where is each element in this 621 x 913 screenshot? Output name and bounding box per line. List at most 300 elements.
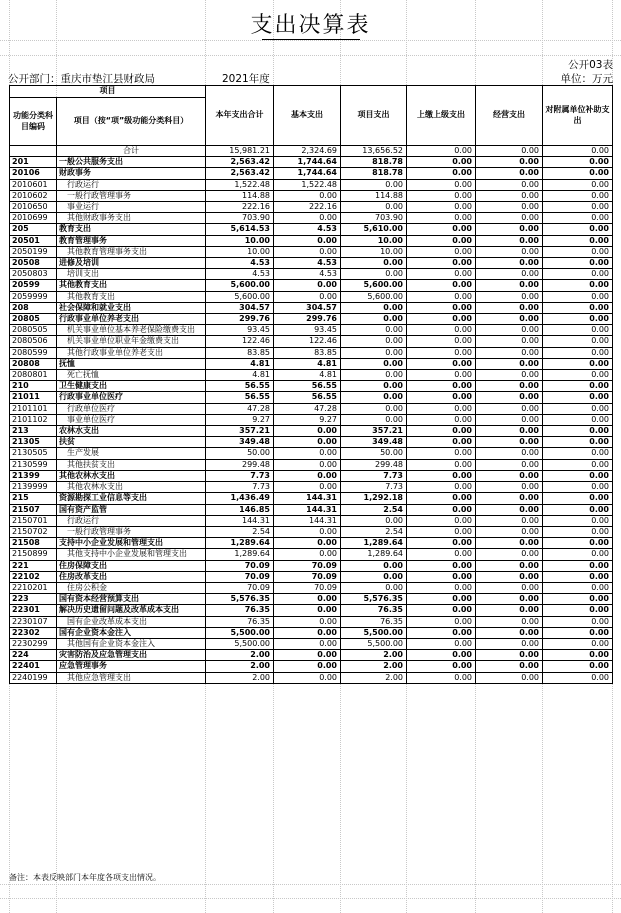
- cell-name: 国有资本经营预算支出: [57, 594, 206, 605]
- cell-value: 2.54: [341, 504, 407, 515]
- cell-value: 0.00: [476, 381, 543, 392]
- cell-code: 2080599: [10, 347, 57, 358]
- table-row: [10, 605, 613, 616]
- cell-value: 0.00: [476, 616, 543, 627]
- cell-name: 其他教育管理事务支出: [57, 246, 206, 257]
- cell-value: 70.09: [206, 582, 274, 593]
- table-row: [10, 370, 613, 381]
- cell-name: 卫生健康支出: [57, 381, 206, 392]
- cell-code: 2150899: [10, 549, 57, 560]
- cell-name: 支持中小企业发展和管理支出: [57, 538, 206, 549]
- cell-value: 1,289.64: [206, 538, 274, 549]
- cell-value: 0.00: [543, 358, 613, 369]
- cell-value: 0.00: [476, 504, 543, 515]
- cell-code: 221: [10, 560, 57, 571]
- table-row: [10, 314, 613, 325]
- cell-value: 0.00: [476, 370, 543, 381]
- cell-value: 0.00: [341, 560, 407, 571]
- cell-value: 144.31: [274, 515, 341, 526]
- cell-value: 93.45: [274, 325, 341, 336]
- cell-value: 0.00: [341, 403, 407, 414]
- cell-value: 0.00: [543, 638, 613, 649]
- cell-value: 0.00: [407, 358, 476, 369]
- cell-value: 0.00: [476, 302, 543, 313]
- header-col-basic: 基本支出: [274, 86, 341, 146]
- cell-value: 1,292.18: [341, 493, 407, 504]
- cell-value: 122.46: [206, 336, 274, 347]
- cell-value: 70.09: [274, 582, 341, 593]
- cell-name: 其他国有企业资本金注入: [57, 638, 206, 649]
- cell-value: 0.00: [341, 571, 407, 582]
- table-row: [10, 246, 613, 257]
- table-row: [10, 157, 613, 168]
- department-label: 公开部门：重庆市垫江县财政局: [8, 73, 155, 85]
- table-row: [10, 560, 613, 571]
- cell-value: 10.00: [206, 235, 274, 246]
- cell-value: 0.00: [476, 560, 543, 571]
- cell-value: 4.53: [274, 269, 341, 280]
- cell-value: 2,324.69: [274, 146, 341, 157]
- cell-value: 0.00: [407, 235, 476, 246]
- cell-code: 22102: [10, 571, 57, 582]
- cell-value: 1,744.64: [274, 157, 341, 168]
- table-row: [10, 661, 613, 672]
- cell-value: 0.00: [274, 672, 341, 683]
- cell-value: 0.00: [476, 314, 543, 325]
- expenditure-table: [9, 85, 613, 684]
- cell-name: 进修及培训: [57, 258, 206, 269]
- cell-value: 0.00: [274, 605, 341, 616]
- cell-name: 行政单位医疗: [57, 403, 206, 414]
- cell-value: 4.81: [274, 370, 341, 381]
- cell-value: 0.00: [543, 672, 613, 683]
- cell-name: 社会保障和就业支出: [57, 302, 206, 313]
- cell-value: 222.16: [274, 202, 341, 213]
- cell-value: 0.00: [341, 336, 407, 347]
- cell-value: 0.00: [274, 291, 341, 302]
- cell-value: 0.00: [341, 392, 407, 403]
- cell-value: 10.00: [206, 246, 274, 257]
- cell-value: 0.00: [407, 582, 476, 593]
- cell-value: 0.00: [274, 526, 341, 537]
- cell-code: 21507: [10, 504, 57, 515]
- cell-code: 215: [10, 493, 57, 504]
- cell-value: 9.27: [274, 414, 341, 425]
- cell-value: 76.35: [206, 616, 274, 627]
- cell-value: 5,500.00: [341, 638, 407, 649]
- cell-code: 2101101: [10, 403, 57, 414]
- cell-name: 事业单位医疗: [57, 414, 206, 425]
- cell-value: 703.90: [341, 213, 407, 224]
- table-row: [10, 470, 613, 481]
- cell-value: 0.00: [407, 179, 476, 190]
- cell-code: 2150701: [10, 515, 57, 526]
- cell-value: 50.00: [206, 448, 274, 459]
- cell-value: 0.00: [476, 202, 543, 213]
- cell-name: 国有资产监管: [57, 504, 206, 515]
- cell-code: 2230107: [10, 616, 57, 627]
- cell-code: 201: [10, 157, 57, 168]
- cell-value: 2.00: [341, 650, 407, 661]
- table-row: [10, 291, 613, 302]
- cell-name: 死亡抚恤: [57, 370, 206, 381]
- cell-value: 0.00: [543, 269, 613, 280]
- cell-value: 1,289.64: [206, 549, 274, 560]
- cell-value: 4.81: [206, 370, 274, 381]
- cell-value: 0.00: [543, 213, 613, 224]
- cell-value: 0.00: [476, 179, 543, 190]
- table-row: [10, 403, 613, 414]
- cell-value: 0.00: [407, 258, 476, 269]
- table-row: [10, 549, 613, 560]
- table-row: [10, 627, 613, 638]
- cell-value: 0.00: [407, 403, 476, 414]
- cell-value: 0.00: [407, 224, 476, 235]
- cell-value: 0.00: [476, 224, 543, 235]
- cell-value: 0.00: [476, 650, 543, 661]
- cell-value: 0.00: [407, 314, 476, 325]
- grid-guide: [0, 884, 621, 885]
- cell-value: 0.00: [274, 235, 341, 246]
- cell-value: 47.28: [206, 403, 274, 414]
- cell-value: 0.00: [476, 403, 543, 414]
- cell-value: 0.00: [407, 538, 476, 549]
- report-title: 支出决算表: [250, 13, 371, 38]
- header-col-remit: 上缴上级支出: [407, 86, 476, 146]
- cell-value: 2.00: [206, 650, 274, 661]
- cell-value: 2.00: [206, 672, 274, 683]
- cell-name: 财政事务: [57, 168, 206, 179]
- cell-code: 2010601: [10, 179, 57, 190]
- cell-value: 5,576.35: [206, 594, 274, 605]
- cell-name: 一般公共服务支出: [57, 157, 206, 168]
- cell-name: 其他农林水支出: [57, 470, 206, 481]
- cell-code: 20106: [10, 168, 57, 179]
- cell-value: 0.00: [407, 213, 476, 224]
- cell-value: 0.00: [543, 616, 613, 627]
- cell-code: 2010650: [10, 202, 57, 213]
- cell-value: 0.00: [543, 594, 613, 605]
- table-row: [10, 258, 613, 269]
- cell-value: 0.00: [341, 314, 407, 325]
- cell-value: 0.00: [407, 302, 476, 313]
- cell-value: 0.00: [543, 414, 613, 425]
- cell-value: 2.54: [341, 526, 407, 537]
- cell-value: 0.00: [476, 515, 543, 526]
- cell-name: 一般行政管理事务: [57, 526, 206, 537]
- cell-value: 349.48: [341, 437, 407, 448]
- cell-name: 教育管理事务: [57, 235, 206, 246]
- cell-value: 0.00: [407, 672, 476, 683]
- cell-code: 20501: [10, 235, 57, 246]
- cell-value: 114.88: [206, 190, 274, 201]
- cell-value: 0.00: [274, 459, 341, 470]
- cell-value: 0.00: [543, 470, 613, 481]
- cell-value: 0.00: [274, 470, 341, 481]
- cell-value: 0.00: [341, 269, 407, 280]
- cell-value: 0.00: [407, 280, 476, 291]
- cell-value: 0.00: [543, 168, 613, 179]
- cell-value: 0.00: [407, 482, 476, 493]
- table-row: [10, 482, 613, 493]
- cell-value: 2.54: [206, 526, 274, 537]
- cell-value: 0.00: [543, 560, 613, 571]
- cell-value: 0.00: [476, 168, 543, 179]
- cell-value: 0.00: [543, 146, 613, 157]
- cell-value: 114.88: [341, 190, 407, 201]
- cell-value: 0.00: [476, 672, 543, 683]
- cell-value: 0.00: [476, 582, 543, 593]
- cell-value: 76.35: [341, 605, 407, 616]
- cell-value: 0.00: [407, 605, 476, 616]
- header-col-project: 项目支出: [341, 86, 407, 146]
- cell-value: 0.00: [543, 392, 613, 403]
- cell-value: 299.48: [206, 459, 274, 470]
- cell-value: 0.00: [543, 403, 613, 414]
- cell-value: 76.35: [206, 605, 274, 616]
- cell-value: 0.00: [543, 426, 613, 437]
- table-row: [10, 504, 613, 515]
- table-row: [10, 280, 613, 291]
- cell-value: 299.76: [274, 314, 341, 325]
- cell-value: 144.31: [274, 493, 341, 504]
- cell-name: 培训支出: [57, 269, 206, 280]
- cell-value: 0.00: [543, 493, 613, 504]
- table-row: [10, 392, 613, 403]
- cell-value: 0.00: [274, 437, 341, 448]
- cell-value: 0.00: [341, 515, 407, 526]
- table-row: [10, 638, 613, 649]
- cell-value: 0.00: [476, 325, 543, 336]
- table-row: [10, 224, 613, 235]
- cell-value: 0.00: [274, 549, 341, 560]
- cell-value: 13,656.52: [341, 146, 407, 157]
- cell-code: 2230299: [10, 638, 57, 649]
- cell-value: 0.00: [407, 504, 476, 515]
- cell-value: 0.00: [407, 594, 476, 605]
- cell-code: 22301: [10, 605, 57, 616]
- cell-value: 70.09: [206, 571, 274, 582]
- cell-value: 83.85: [206, 347, 274, 358]
- header-item-group: 项目: [10, 86, 206, 98]
- table-row: [10, 325, 613, 336]
- cell-value: 0.00: [407, 246, 476, 257]
- cell-value: 0.00: [543, 314, 613, 325]
- cell-value: 0.00: [407, 560, 476, 571]
- cell-value: 0.00: [543, 291, 613, 302]
- cell-name: 抚恤: [57, 358, 206, 369]
- cell-value: 0.00: [274, 213, 341, 224]
- cell-code: 20599: [10, 280, 57, 291]
- cell-value: 0.00: [407, 269, 476, 280]
- cell-value: 0.00: [476, 426, 543, 437]
- cell-value: 7.73: [341, 482, 407, 493]
- cell-name: 事业运行: [57, 202, 206, 213]
- cell-value: 0.00: [476, 605, 543, 616]
- cell-code: 2080506: [10, 336, 57, 347]
- cell-value: 15,981.21: [206, 146, 274, 157]
- cell-value: 0.00: [407, 146, 476, 157]
- cell-value: 56.55: [206, 381, 274, 392]
- cell-value: 5,600.00: [206, 291, 274, 302]
- table-row: [10, 437, 613, 448]
- cell-value: 0.00: [407, 493, 476, 504]
- cell-name: 灾害防治及应急管理支出: [57, 650, 206, 661]
- cell-value: 0.00: [543, 627, 613, 638]
- cell-name: 行政运行: [57, 179, 206, 190]
- cell-value: 0.00: [407, 627, 476, 638]
- cell-name: 解决历史遗留问题及改革成本支出: [57, 605, 206, 616]
- form-code: 公开03表: [568, 59, 613, 71]
- cell-value: 0.00: [543, 526, 613, 537]
- cell-value: 0.00: [407, 414, 476, 425]
- table-row: [10, 594, 613, 605]
- cell-value: 0.00: [407, 571, 476, 582]
- cell-code: 21508: [10, 538, 57, 549]
- table-row: [10, 190, 613, 201]
- cell-name: 机关事业单位基本养老保险缴费支出: [57, 325, 206, 336]
- footnote: 备注：本表反映部门本年度各项支出情况。: [9, 873, 161, 882]
- cell-name: 其他教育支出: [57, 280, 206, 291]
- cell-value: 0.00: [407, 168, 476, 179]
- cell-value: 0.00: [476, 437, 543, 448]
- cell-value: 0.00: [407, 650, 476, 661]
- cell-value: 2.00: [341, 672, 407, 683]
- table-row: [10, 213, 613, 224]
- cell-code: 21011: [10, 392, 57, 403]
- cell-name: 其他扶贫支出: [57, 459, 206, 470]
- cell-name: 住房改革支出: [57, 571, 206, 582]
- cell-value: 0.00: [476, 459, 543, 470]
- cell-value: 5,600.00: [341, 280, 407, 291]
- cell-value: 0.00: [341, 358, 407, 369]
- cell-code: 2130505: [10, 448, 57, 459]
- cell-value: 0.00: [543, 381, 613, 392]
- cell-value: 0.00: [543, 224, 613, 235]
- cell-value: 0.00: [476, 157, 543, 168]
- cell-value: 4.53: [274, 224, 341, 235]
- cell-value: 0.00: [274, 280, 341, 291]
- cell-value: 0.00: [543, 605, 613, 616]
- cell-value: 0.00: [407, 448, 476, 459]
- cell-value: 0.00: [543, 582, 613, 593]
- cell-value: 7.73: [341, 470, 407, 481]
- cell-name: 国有企业资本金注入: [57, 627, 206, 638]
- cell-value: 0.00: [274, 627, 341, 638]
- cell-value: 0.00: [543, 650, 613, 661]
- cell-code: 2010602: [10, 190, 57, 201]
- cell-name: 扶贫: [57, 437, 206, 448]
- cell-code: 2210201: [10, 582, 57, 593]
- cell-value: 0.00: [407, 336, 476, 347]
- cell-code: 2150702: [10, 526, 57, 537]
- cell-value: 0.00: [476, 594, 543, 605]
- header-col-operating: 经营支出: [476, 86, 543, 146]
- cell-value: 0.00: [407, 381, 476, 392]
- cell-value: 0.00: [341, 202, 407, 213]
- cell-value: 703.90: [206, 213, 274, 224]
- cell-value: 4.53: [206, 258, 274, 269]
- cell-value: 0.00: [341, 381, 407, 392]
- cell-value: 0.00: [476, 627, 543, 638]
- cell-code: 2080801: [10, 370, 57, 381]
- cell-value: 4.81: [206, 358, 274, 369]
- cell-value: 70.09: [274, 571, 341, 582]
- cell-value: 357.21: [341, 426, 407, 437]
- cell-value: 9.27: [206, 414, 274, 425]
- cell-value: 0.00: [543, 325, 613, 336]
- cell-code: 2130599: [10, 459, 57, 470]
- cell-code: 2139999: [10, 482, 57, 493]
- table-row: [10, 302, 613, 313]
- cell-value: 299.76: [206, 314, 274, 325]
- table-row: [10, 202, 613, 213]
- cell-value: 304.57: [274, 302, 341, 313]
- cell-value: 0.00: [476, 470, 543, 481]
- cell-value: 0.00: [407, 325, 476, 336]
- cell-value: 349.48: [206, 437, 274, 448]
- cell-value: 0.00: [543, 549, 613, 560]
- cell-value: 1,289.64: [341, 538, 407, 549]
- cell-name: 行政事业单位养老支出: [57, 314, 206, 325]
- cell-value: 93.45: [206, 325, 274, 336]
- table-row: [10, 616, 613, 627]
- table-row: [10, 672, 613, 683]
- unit-label: 单位：万元: [560, 73, 613, 85]
- cell-value: 0.00: [476, 291, 543, 302]
- cell-value: 144.31: [206, 515, 274, 526]
- cell-value: 0.00: [407, 515, 476, 526]
- cell-value: 1,436.49: [206, 493, 274, 504]
- cell-value: 0.00: [543, 347, 613, 358]
- cell-value: 10.00: [341, 246, 407, 257]
- table-row: [10, 650, 613, 661]
- cell-value: 0.00: [274, 638, 341, 649]
- cell-value: 76.35: [341, 616, 407, 627]
- grid-guide: [0, 898, 621, 899]
- cell-value: 146.85: [206, 504, 274, 515]
- cell-value: 304.57: [206, 302, 274, 313]
- header-code: 功能分类科目编码: [10, 98, 57, 146]
- cell-name: 合计: [57, 146, 206, 157]
- cell-code: 20805: [10, 314, 57, 325]
- cell-value: 0.00: [476, 482, 543, 493]
- cell-value: 0.00: [341, 370, 407, 381]
- cell-value: 0.00: [341, 302, 407, 313]
- cell-value: 0.00: [341, 414, 407, 425]
- cell-value: 1,289.64: [341, 549, 407, 560]
- cell-value: 5,600.00: [206, 280, 274, 291]
- table-row: [10, 493, 613, 504]
- cell-code: 22401: [10, 661, 57, 672]
- cell-value: 0.00: [543, 661, 613, 672]
- cell-value: 0.00: [407, 157, 476, 168]
- cell-name: 资源勘探工业信息等支出: [57, 493, 206, 504]
- cell-value: 0.00: [476, 258, 543, 269]
- cell-code: 2101102: [10, 414, 57, 425]
- grid-guide: [0, 40, 621, 41]
- cell-name: 行政事业单位医疗: [57, 392, 206, 403]
- cell-value: 0.00: [476, 336, 543, 347]
- cell-value: 0.00: [274, 246, 341, 257]
- cell-code: 2050199: [10, 246, 57, 257]
- cell-value: 0.00: [476, 269, 543, 280]
- cell-code: 213: [10, 426, 57, 437]
- cell-value: 0.00: [476, 347, 543, 358]
- cell-value: 0.00: [341, 347, 407, 358]
- cell-value: 0.00: [476, 146, 543, 157]
- cell-value: 0.00: [476, 190, 543, 201]
